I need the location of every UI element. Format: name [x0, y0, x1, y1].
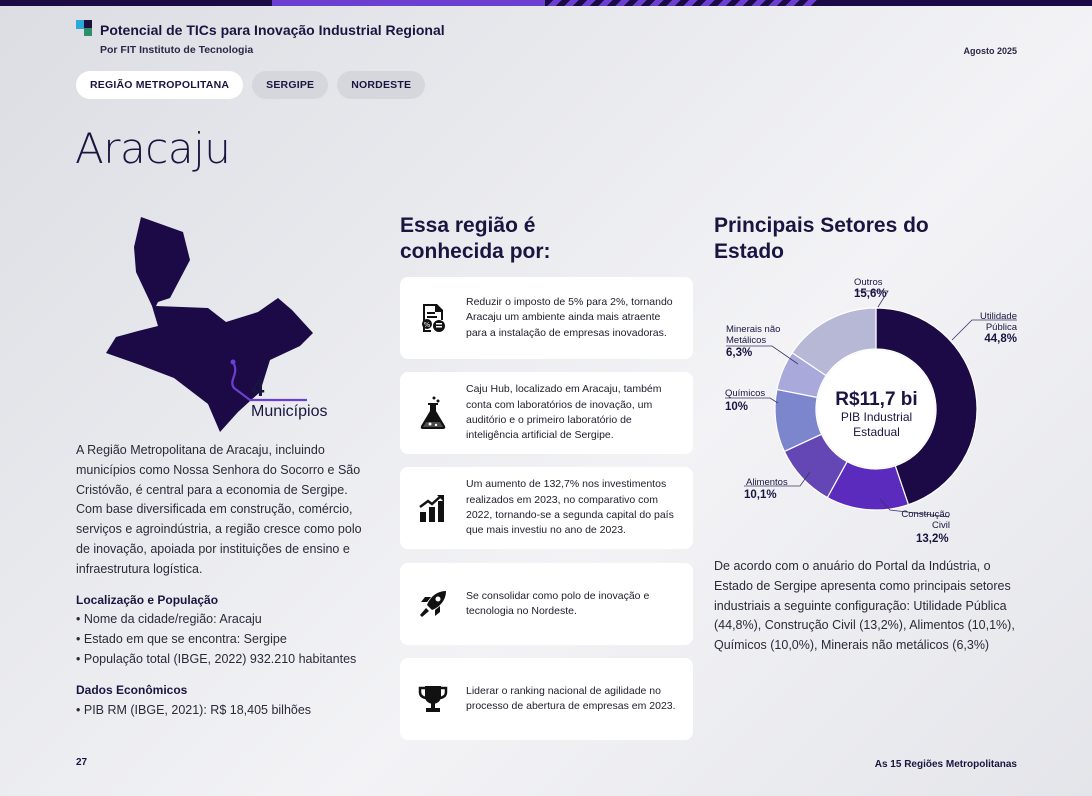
slice-label-minerais: Minerais não Metálicos: [726, 324, 781, 346]
known-for-card: [400, 372, 693, 454]
growth-chart-icon: [400, 492, 466, 524]
localizacao-title: Localização e População: [76, 593, 219, 607]
intro-paragraph: A Região Metropolitana de Aracaju, incluindo municípios como Nossa Senhora do Socorro e São Cristóvão, é central para a economia de Sergipe. Com base diversificada em construção, comércio, serviços e agroindústria, a região cresce como polo de inovação, apoiada por instituições de ensino e infraestrutura logística.: [76, 443, 362, 576]
card-text: Liderar o ranking nacional de agilidade no processo de abertura de empresas em 2023.: [466, 684, 676, 712]
known-for-card: [400, 658, 693, 740]
top-color-bar: [0, 0, 1092, 6]
slice-value-construcao: 13,2%: [916, 533, 949, 545]
card-text: Um aumento de 132,7% nos investimentos realizados em 2023, no comparativo com 2022, tornando-se a segunda capital do país que mais investiu no ano de 2023.: [466, 478, 674, 537]
fit-logo-icon: [76, 20, 92, 36]
known-for-title-line1: Essa região é: [400, 214, 536, 237]
municipios-count: 4: [251, 375, 265, 402]
sectors-title-line2: Estado: [714, 240, 785, 263]
card-text: Se consolidar como polo de inovação e tecnologia no Nordeste.: [466, 589, 650, 617]
region-tabs: [76, 71, 425, 99]
svg-text:%: %: [423, 321, 431, 329]
list-item: • Estado em que se encontra: Sergipe: [76, 629, 386, 649]
list-item: • População total (IBGE, 2022) 932.210 habitantes: [76, 649, 386, 669]
donut-center-label-line1: PIB Industrial: [840, 410, 913, 424]
rocket-icon: [400, 588, 466, 620]
slice-label-utilidade: Utilidade Pública: [980, 311, 1017, 333]
slice-value-quimicos: 10%: [725, 401, 749, 413]
known-for-card: [400, 467, 693, 549]
report-title: Potencial de TICs para Inovação Industrial Regional: [100, 22, 445, 38]
slice-label-quimicos: Químicos: [725, 388, 766, 399]
slice-label-alimentos: Alimentos: [746, 477, 788, 488]
city-title: Aracaju: [75, 124, 231, 173]
trophy-icon: [400, 683, 466, 715]
flask-icon: [400, 396, 466, 430]
municipios-label: Municípios: [251, 403, 328, 420]
list-item: • Nome da cidade/região: Aracaju: [76, 609, 386, 629]
donut-center-label-line2: Estadual: [853, 425, 900, 439]
slice-value-outros: 15,6%: [854, 288, 887, 300]
slice-label-construcao: Construção Civil: [901, 509, 950, 531]
known-for-card: [400, 563, 693, 645]
tab-nordeste[interactable]: NORDESTE: [337, 71, 425, 99]
tab-regiao-metropolitana[interactable]: REGIÃO METROPOLITANA: [76, 71, 243, 99]
sectors-title-line1: Principais Setores do: [714, 214, 929, 237]
card-text: Caju Hub, localizado em Aracaju, também conta com laboratórios de inovação, um auditório e o primeiro laboratório de inteligência artificial de Sergipe.: [466, 383, 662, 442]
report-subtitle: Por FIT Instituto de Tecnologia: [100, 44, 254, 56]
localizacao-list: [76, 609, 386, 669]
slice-value-minerais: 6,3%: [726, 347, 753, 359]
known-for-title-line2: conhecida por:: [400, 240, 551, 263]
report-date: Agosto 2025: [963, 46, 1017, 56]
tax-document-icon: [400, 302, 466, 334]
slice-label-outros: Outros: [854, 277, 883, 288]
card-text: Reduzir o imposto de 5% para 2%, tornando Aracaju um ambiente ainda mais atraente para a instalação de empresas inovadoras.: [466, 295, 673, 339]
known-for-title: [400, 213, 551, 265]
tab-sergipe[interactable]: SERGIPE: [252, 71, 328, 99]
page-number: 27: [76, 757, 88, 768]
economicos-title: Dados Econômicos: [76, 683, 188, 697]
footer-section-title: As 15 Regiões Metropolitanas: [874, 759, 1017, 770]
donut-center-label: [776, 410, 977, 440]
slice-value-utilidade: 44,8%: [984, 333, 1017, 345]
sectors-title: [714, 213, 929, 265]
economicos-list: [76, 700, 386, 720]
list-item: • PIB RM (IBGE, 2021): R$ 18,405 bilhões: [76, 700, 386, 720]
donut-center-value: R$11,7 bi: [835, 389, 918, 410]
sectors-summary: De acordo com o anuário do Portal da Indústria, o Estado de Sergipe apresenta como principais setores industriais a seguinte configuração: Utilidade Pública (44,8%), Construção Civil (13,2%), Alimentos (10,1%), Químicos (10,0%), Minerais não metálicos (6,3%): [714, 559, 1015, 653]
known-for-card: [400, 277, 693, 359]
slice-value-alimentos: 10,1%: [744, 489, 777, 501]
